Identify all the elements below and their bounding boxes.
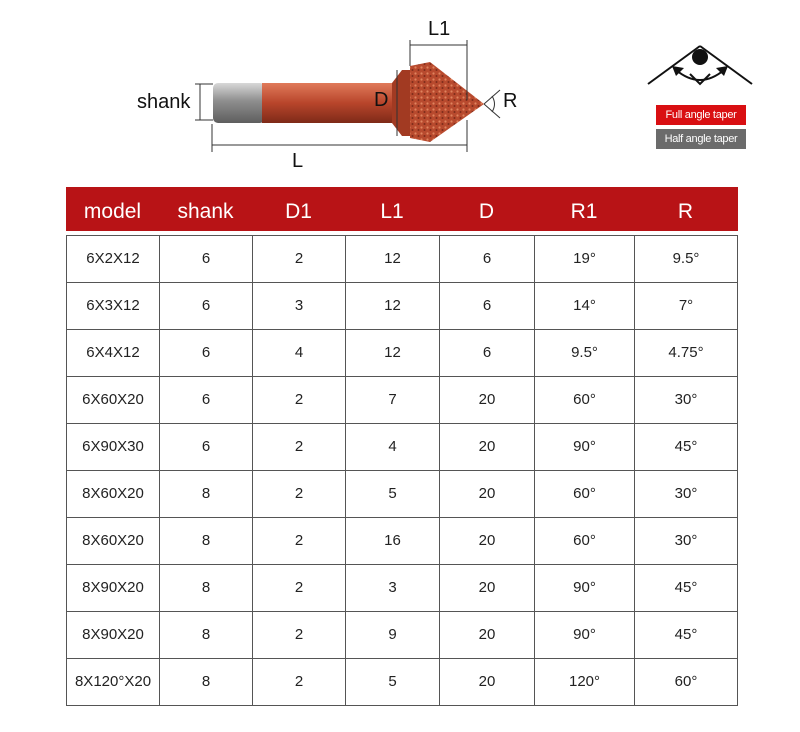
cell-r1: 60° [535, 518, 635, 565]
cell-d: 6 [440, 236, 535, 283]
cell-model: 6X3X12 [67, 283, 160, 330]
cell-r: 4.75° [635, 330, 738, 377]
cell-r: 30° [635, 471, 738, 518]
cell-model: 6X4X12 [67, 330, 160, 377]
cell-d: 20 [440, 612, 535, 659]
cell-r1: 90° [535, 612, 635, 659]
cell-l1: 12 [346, 236, 440, 283]
label-L: L [292, 150, 304, 172]
cell-shank: 8 [160, 471, 253, 518]
cell-shank: 8 [160, 565, 253, 612]
cell-shank: 8 [160, 612, 253, 659]
label-shank: shank [137, 91, 191, 113]
cell-model: 6X60X20 [67, 377, 160, 424]
cell-model: 8X90X20 [67, 565, 160, 612]
cell-d1: 2 [253, 424, 346, 471]
table-row [67, 283, 738, 330]
cell-d1: 4 [253, 330, 346, 377]
cell-r1: 9.5° [535, 330, 635, 377]
table-row [67, 424, 738, 471]
cell-d1: 2 [253, 565, 346, 612]
cell-model: 8X120°X20 [67, 659, 160, 706]
cell-d: 20 [440, 565, 535, 612]
collar [392, 70, 412, 136]
header-d: D [478, 200, 495, 223]
table-row [67, 236, 738, 283]
table-row [67, 471, 738, 518]
cell-r: 45° [635, 565, 738, 612]
header-r: R [677, 200, 694, 223]
cell-shank: 6 [160, 330, 253, 377]
cell-shank: 6 [160, 236, 253, 283]
cell-d1: 2 [253, 659, 346, 706]
cell-d: 20 [440, 471, 535, 518]
cell-d: 20 [440, 424, 535, 471]
cell-shank: 8 [160, 518, 253, 565]
cell-l1: 5 [346, 471, 440, 518]
cell-r1: 19° [535, 236, 635, 283]
cell-shank: 6 [160, 424, 253, 471]
cell-r1: 90° [535, 424, 635, 471]
router-bit-drawing [0, 0, 800, 186]
cell-d: 20 [440, 659, 535, 706]
table-body [66, 235, 738, 706]
cell-r1: 90° [535, 565, 635, 612]
cone-head [410, 62, 484, 142]
spec-table [66, 187, 738, 706]
cell-model: 6X90X30 [67, 424, 160, 471]
legend-half-angle: Half angle taper [656, 129, 746, 149]
cell-model: 8X60X20 [67, 471, 160, 518]
cell-r: 30° [635, 377, 738, 424]
cell-r: 7° [635, 283, 738, 330]
cell-shank: 6 [160, 283, 253, 330]
table-row [67, 659, 738, 706]
cell-l1: 9 [346, 612, 440, 659]
cell-r: 45° [635, 424, 738, 471]
label-D: D [374, 89, 389, 111]
cell-shank: 6 [160, 377, 253, 424]
cell-d: 6 [440, 283, 535, 330]
shank-body [262, 83, 392, 123]
cell-l1: 12 [346, 330, 440, 377]
cell-l1: 4 [346, 424, 440, 471]
cell-d: 20 [440, 518, 535, 565]
cell-model: 6X2X12 [67, 236, 160, 283]
cell-model: 8X90X20 [67, 612, 160, 659]
header-shank: shank [177, 200, 234, 223]
cell-r: 9.5° [635, 236, 738, 283]
cell-d1: 2 [253, 471, 346, 518]
cell-r1: 60° [535, 471, 635, 518]
cell-r1: 14° [535, 283, 635, 330]
table-row [67, 565, 738, 612]
cell-l1: 3 [346, 565, 440, 612]
cell-l1: 5 [346, 659, 440, 706]
taper-angle-icon [648, 46, 752, 84]
header-model: model [83, 200, 142, 223]
tool-diagram [0, 0, 800, 186]
header-l1: L1 [380, 200, 404, 223]
cell-d: 20 [440, 377, 535, 424]
table-row [67, 612, 738, 659]
cell-shank: 8 [160, 659, 253, 706]
cell-d1: 2 [253, 612, 346, 659]
cell-l1: 7 [346, 377, 440, 424]
label-R: R [503, 90, 518, 112]
table-header [66, 187, 738, 231]
cell-d1: 2 [253, 377, 346, 424]
table-row [67, 377, 738, 424]
cell-l1: 12 [346, 283, 440, 330]
cell-d1: 2 [253, 236, 346, 283]
label-L1: L1 [428, 18, 451, 40]
cell-r: 60° [635, 659, 738, 706]
table-row [67, 518, 738, 565]
table-row [67, 330, 738, 377]
cell-r1: 60° [535, 377, 635, 424]
cell-l1: 16 [346, 518, 440, 565]
header-d1: D1 [285, 200, 312, 223]
cell-model: 8X60X20 [67, 518, 160, 565]
header-r1: R1 [570, 200, 598, 223]
cell-d1: 3 [253, 283, 346, 330]
cell-d: 6 [440, 330, 535, 377]
cell-r1: 120° [535, 659, 635, 706]
cell-d1: 2 [253, 518, 346, 565]
cell-r: 45° [635, 612, 738, 659]
legend-full-angle: Full angle taper [656, 105, 746, 125]
shank-metal [213, 83, 265, 123]
cell-r: 30° [635, 518, 738, 565]
